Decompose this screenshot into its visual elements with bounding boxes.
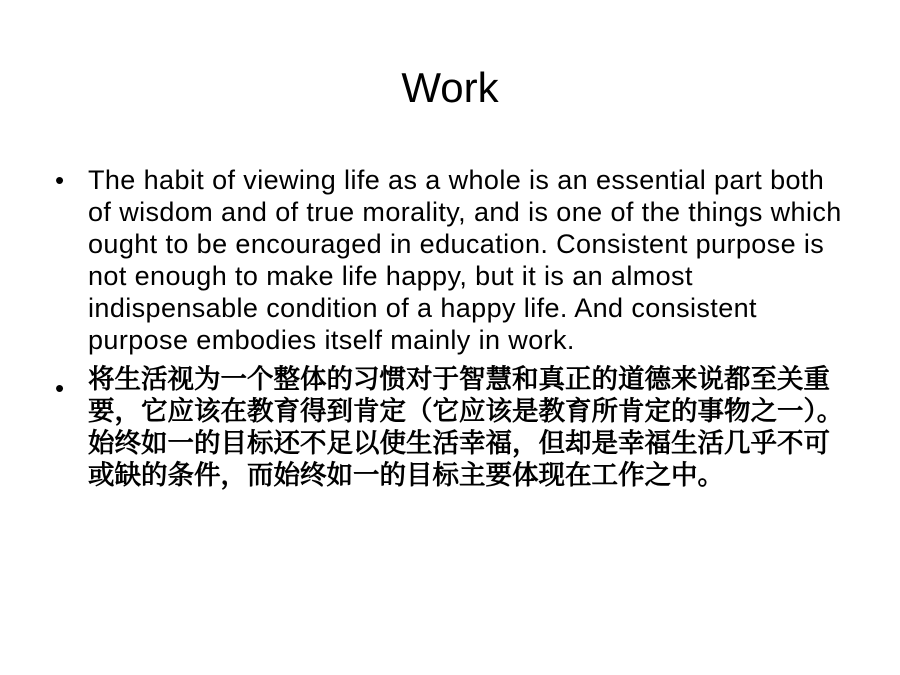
bullet-dot-icon: • bbox=[55, 373, 65, 403]
bullet-dot-icon: • bbox=[55, 165, 65, 195]
bullet-text-chinese: 将生活视为一个整体的习惯对于智慧和真正的道德来说都至关重要，它应该在教育得到肯定（它应该是教育所肯定的事物之一）。始终如一的目标还不足以使生活幸福，但却是幸福生活几乎不可或缺的条件，而始终如一的目标主要体现在工作之中。 bbox=[88, 364, 844, 491]
bullet-text-english: The habit of viewing life as a whole is an essential part both of wisdom and of true morality, and is one of the things which ought to be encouraged in education. Consistent purpose is not enough to make life happy, but it is an almost indispensable condition of a happy life. And consistent purpose embodies itself mainly in work. bbox=[88, 165, 842, 355]
slide-title: Work bbox=[401, 64, 499, 111]
bullet-item-chinese bbox=[55, 364, 855, 492]
bullet-item-english bbox=[55, 164, 855, 356]
bullet-list bbox=[55, 164, 855, 492]
